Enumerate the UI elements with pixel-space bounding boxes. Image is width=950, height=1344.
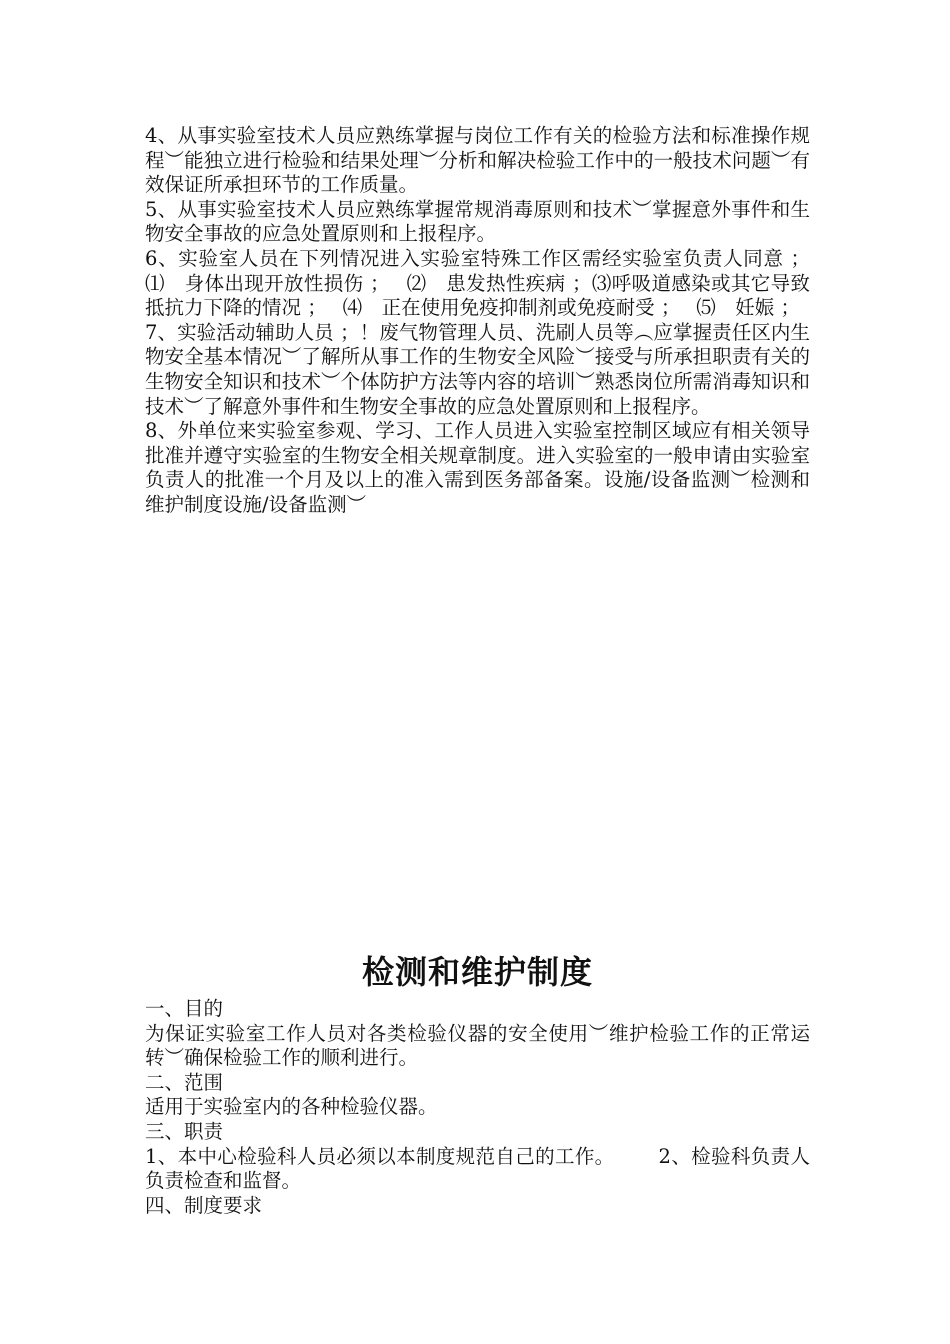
heading-requirements: 四、制度要求 bbox=[145, 1193, 263, 1217]
scope-text: 适用于实验室内的各种检验仪器。 bbox=[145, 1095, 438, 1119]
page-title: 检测和维护制度 bbox=[361, 953, 593, 991]
maintenance-policy-section bbox=[145, 997, 810, 1218]
paragraph-item-4: 4、从事实验室技术人员应熟练掌握与岗位工作有关的检验方法和标准操作规程︶能独立进行检验和结果处理︶分析和解决检验工作中的一般技术问题︶有效保证所承担环节的工作质量。 bbox=[145, 124, 810, 197]
paragraph-item-6: 6、实验室人员在下列情况进入实验室特殊工作区需经实验室负责人同意 ； ⑴ 身体出现开放性损伤 ； ⑵ 患发热性疾病 ；⑶呼吸道感染或其它导致抵抗力下降的情况 ； ⑷ 正在使用免疫抑制剂或免疫耐受 ； ⑸ 妊娠 ； bbox=[145, 246, 810, 320]
paragraph-item-5: 5、从事实验室技术人员应熟练掌握常规消毒原则和技术︶掌握意外事件和生物安全事故的应急处置原则和上报程序。 bbox=[145, 197, 810, 246]
duty-item-1: 1、本中心检验科人员必须以本制度规范自己的工作。 bbox=[145, 1144, 615, 1168]
duty-text bbox=[145, 1145, 810, 1194]
purpose-text: 为保证实验室工作人员对各类检验仪器的安全使用︶维护检验工作的正常运转︶确保检验工作的顺利进行。 bbox=[145, 1021, 810, 1070]
staff-requirements-section bbox=[145, 124, 810, 518]
heading-scope: 二、范围 bbox=[145, 1070, 224, 1094]
duty-item-2: 2、检验科负责人负责检查和监督。 bbox=[145, 1144, 810, 1193]
heading-duty: 三、职责 bbox=[145, 1119, 224, 1143]
paragraph-item-8: 8、外单位来实验室参观、学习、工作人员进入实验室控制区域应有相关领导批准并遵守实验室的生物安全相关规章制度。进入实验室的一般申请由实验室负责人的批准一个月及以上的准入需到医务部备案。设施/设备监测︶检测和维护制度设施/设备监测︶ bbox=[145, 419, 810, 516]
heading-purpose: 一、目的 bbox=[145, 997, 224, 1020]
paragraph-item-7: 7、实验活动辅助人员 ；！废气物管理人员、洗刷人员等︵应掌握责任区内生物安全基本情况︶了解所从事工作的生物安全风险︶接受与所承担职责有关的生物安全知识和技术︶个体防护方法等内容的培训︶熟悉岗位所需消毒知识和技术︶了解意外事件和生物安全事故的应急处置原则和上报程序。 bbox=[145, 320, 810, 418]
